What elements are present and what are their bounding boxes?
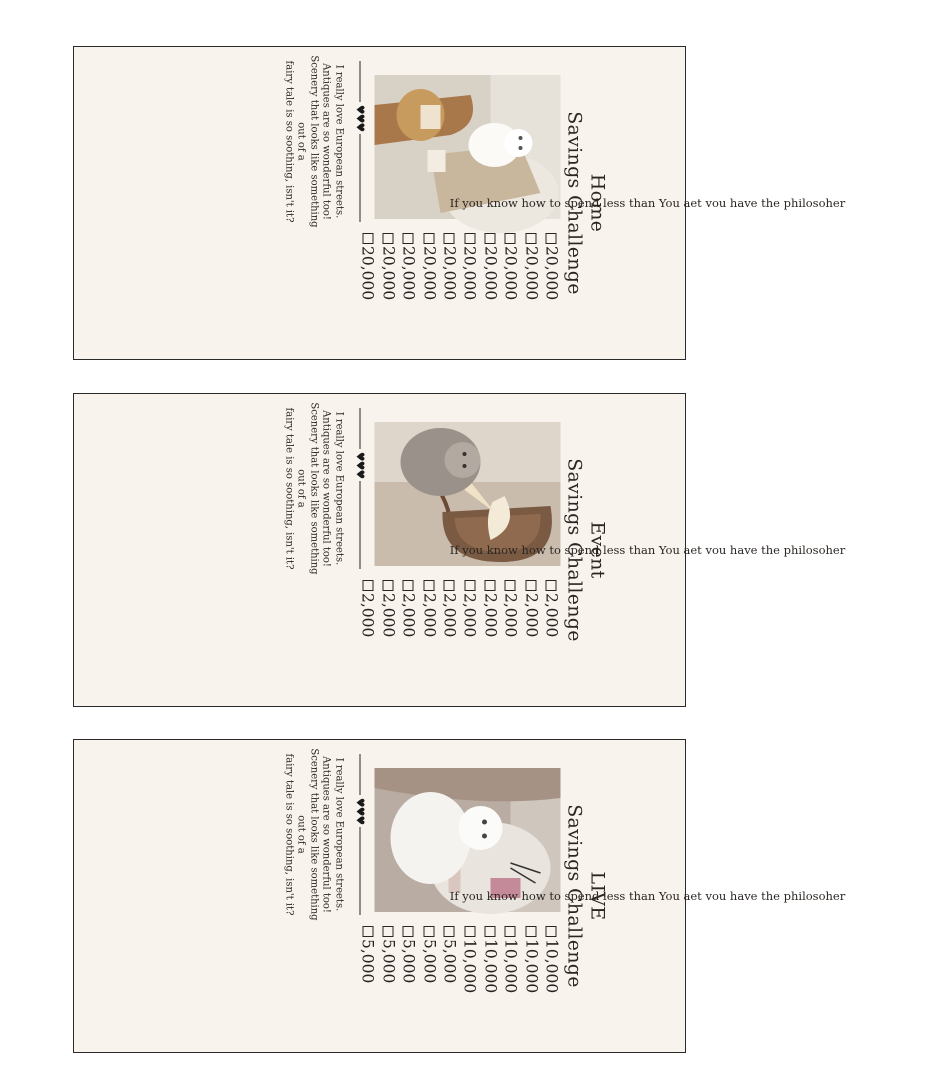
- checklist-item[interactable]: [500, 580, 520, 705]
- divider-line: [359, 61, 360, 222]
- amount-label: 5,000: [358, 939, 377, 984]
- checklist-item[interactable]: [357, 580, 377, 705]
- amount-label: 20,000: [521, 246, 540, 301]
- amount-label: 2,000: [501, 593, 520, 638]
- amount-checklist: [357, 233, 561, 358]
- checklist-item[interactable]: [459, 926, 479, 1051]
- checkbox[interactable]: [545, 233, 556, 244]
- checkbox[interactable]: [402, 926, 413, 937]
- checklist-item[interactable]: [398, 580, 418, 705]
- checklist-item[interactable]: [479, 926, 499, 1051]
- amount-label: 5,000: [399, 939, 418, 984]
- checkbox[interactable]: [382, 580, 393, 591]
- amount-label: 10,000: [501, 939, 520, 994]
- checkbox[interactable]: [443, 580, 454, 591]
- amount-label: 5,000: [419, 939, 438, 984]
- checkbox[interactable]: [443, 926, 454, 937]
- text-line: Scenery that looks like something out of a: [295, 748, 319, 921]
- checkbox[interactable]: [504, 233, 515, 244]
- checklist-item[interactable]: [500, 233, 520, 358]
- description-text: [282, 747, 345, 922]
- checkbox[interactable]: [545, 926, 556, 937]
- text-line: Antiques are so wonderful too!: [320, 410, 332, 567]
- amount-label: 20,000: [542, 246, 560, 301]
- text-line: Antiques are so wonderful too!: [320, 63, 332, 220]
- divider-line: [359, 754, 360, 915]
- amount-label: 20,000: [439, 246, 458, 301]
- quote-text: If you know how to spend less than You aet vou have the philosoher: [449, 543, 845, 557]
- checkbox[interactable]: [382, 233, 393, 244]
- amount-label: 2,000: [399, 593, 418, 638]
- card-title-line2: Savings Challenge: [563, 111, 585, 295]
- heart-divider: [352, 408, 366, 569]
- heart-divider: [352, 61, 366, 222]
- checkbox[interactable]: [484, 233, 495, 244]
- savings-card-event: [73, 393, 845, 707]
- checklist-item[interactable]: [398, 926, 418, 1051]
- checklist-item[interactable]: [377, 233, 397, 358]
- checklist-item[interactable]: [479, 580, 499, 705]
- description-text: [282, 401, 345, 576]
- card-title-line1: Event: [586, 521, 608, 579]
- card-content: [73, 739, 845, 1053]
- hearts-icon: ♥♥♥: [352, 449, 366, 481]
- text-line: I really love European streets.: [333, 757, 344, 912]
- hearts-icon: ♥♥♥: [352, 102, 366, 134]
- checklist-item[interactable]: [500, 926, 520, 1051]
- checkbox[interactable]: [464, 233, 475, 244]
- checkbox[interactable]: [484, 580, 495, 591]
- card-content: [73, 46, 845, 360]
- checkbox[interactable]: [423, 580, 434, 591]
- hearts-icon: ♥♥♥: [352, 795, 366, 827]
- checklist-item[interactable]: [459, 580, 479, 705]
- checkbox[interactable]: [382, 926, 393, 937]
- checkbox[interactable]: [443, 233, 454, 244]
- card-content: [73, 393, 845, 707]
- text-line: fairy tale is so soothing, isn't it?: [283, 753, 294, 916]
- amount-label: 2,000: [521, 593, 540, 638]
- amount-label: 2,000: [542, 593, 560, 638]
- checkbox[interactable]: [545, 580, 556, 591]
- checkbox[interactable]: [525, 580, 536, 591]
- text-line: fairy tale is so soothing, isn't it?: [283, 407, 294, 570]
- checkbox[interactable]: [484, 926, 495, 937]
- text-line: Antiques are so wonderful too!: [320, 756, 332, 913]
- savings-card-live: [73, 739, 845, 1053]
- amount-label: 20,000: [399, 246, 418, 301]
- text-line: I really love European streets.: [333, 411, 344, 566]
- text-line: Scenery that looks like something out of a: [295, 402, 319, 575]
- card-title-line2: Savings Challenge: [563, 458, 585, 642]
- checkbox[interactable]: [362, 233, 373, 244]
- checkbox[interactable]: [525, 926, 536, 937]
- checklist-item[interactable]: [418, 580, 438, 705]
- checklist-item[interactable]: [418, 926, 438, 1051]
- amount-label: 20,000: [460, 246, 479, 301]
- checkbox[interactable]: [362, 926, 373, 937]
- checklist-item[interactable]: [541, 233, 561, 358]
- quote-text: If you know how to spend less than You aet vou have the philosoher: [449, 889, 845, 903]
- card-title-line1: Home: [586, 173, 608, 233]
- checkbox[interactable]: [423, 233, 434, 244]
- quote-text: If you know how to spend less than You aet vou have the philosoher: [449, 196, 845, 210]
- amount-checklist: [357, 580, 561, 705]
- checkbox[interactable]: [402, 580, 413, 591]
- amount-label: 2,000: [439, 593, 458, 638]
- checklist-item[interactable]: [541, 926, 561, 1051]
- checklist-item[interactable]: [479, 233, 499, 358]
- text-line: I really love European streets.: [333, 64, 344, 219]
- checklist-item[interactable]: [377, 580, 397, 705]
- checkbox[interactable]: [504, 580, 515, 591]
- amount-label: 20,000: [419, 246, 438, 301]
- checklist-item[interactable]: [439, 926, 459, 1051]
- checkbox[interactable]: [402, 233, 413, 244]
- amount-label: 2,000: [419, 593, 438, 638]
- checklist-item[interactable]: [439, 580, 459, 705]
- heart-divider: [352, 754, 366, 915]
- card-title-line1: LIVE: [586, 871, 608, 921]
- checklist-item[interactable]: [439, 233, 459, 358]
- savings-card-home: [73, 46, 845, 360]
- card-title-line2: Savings Challenge: [563, 804, 585, 988]
- amount-label: 5,000: [378, 939, 397, 984]
- text-line: fairy tale is so soothing, isn't it?: [283, 60, 294, 223]
- amount-label: 10,000: [542, 939, 560, 994]
- amount-label: 20,000: [501, 246, 520, 301]
- checklist-item[interactable]: [377, 926, 397, 1051]
- amount-label: 2,000: [460, 593, 479, 638]
- amount-label: 2,000: [358, 593, 377, 638]
- amount-label: 2,000: [480, 593, 499, 638]
- checkbox[interactable]: [464, 926, 475, 937]
- amount-label: 20,000: [378, 246, 397, 301]
- amount-checklist: [357, 926, 561, 1051]
- checklist-item[interactable]: [398, 233, 418, 358]
- checklist-item[interactable]: [520, 926, 540, 1051]
- checkbox[interactable]: [464, 580, 475, 591]
- checklist-item[interactable]: [459, 233, 479, 358]
- checklist-item[interactable]: [357, 926, 377, 1051]
- checklist-item[interactable]: [520, 233, 540, 358]
- checklist-item[interactable]: [541, 580, 561, 705]
- checkbox[interactable]: [504, 926, 515, 937]
- checkbox[interactable]: [525, 233, 536, 244]
- description-text: [282, 54, 345, 229]
- amount-label: 10,000: [460, 939, 479, 994]
- checklist-item[interactable]: [357, 233, 377, 358]
- amount-label: 5,000: [439, 939, 458, 984]
- checkbox[interactable]: [423, 926, 434, 937]
- checkbox[interactable]: [362, 580, 373, 591]
- amount-label: 20,000: [358, 246, 377, 301]
- amount-label: 2,000: [378, 593, 397, 638]
- amount-label: 10,000: [480, 939, 499, 994]
- text-line: Scenery that looks like something out of a: [295, 55, 319, 228]
- amount-label: 20,000: [480, 246, 499, 301]
- checklist-item[interactable]: [418, 233, 438, 358]
- amount-label: 10,000: [521, 939, 540, 994]
- divider-line: [359, 408, 360, 569]
- checklist-item[interactable]: [520, 580, 540, 705]
